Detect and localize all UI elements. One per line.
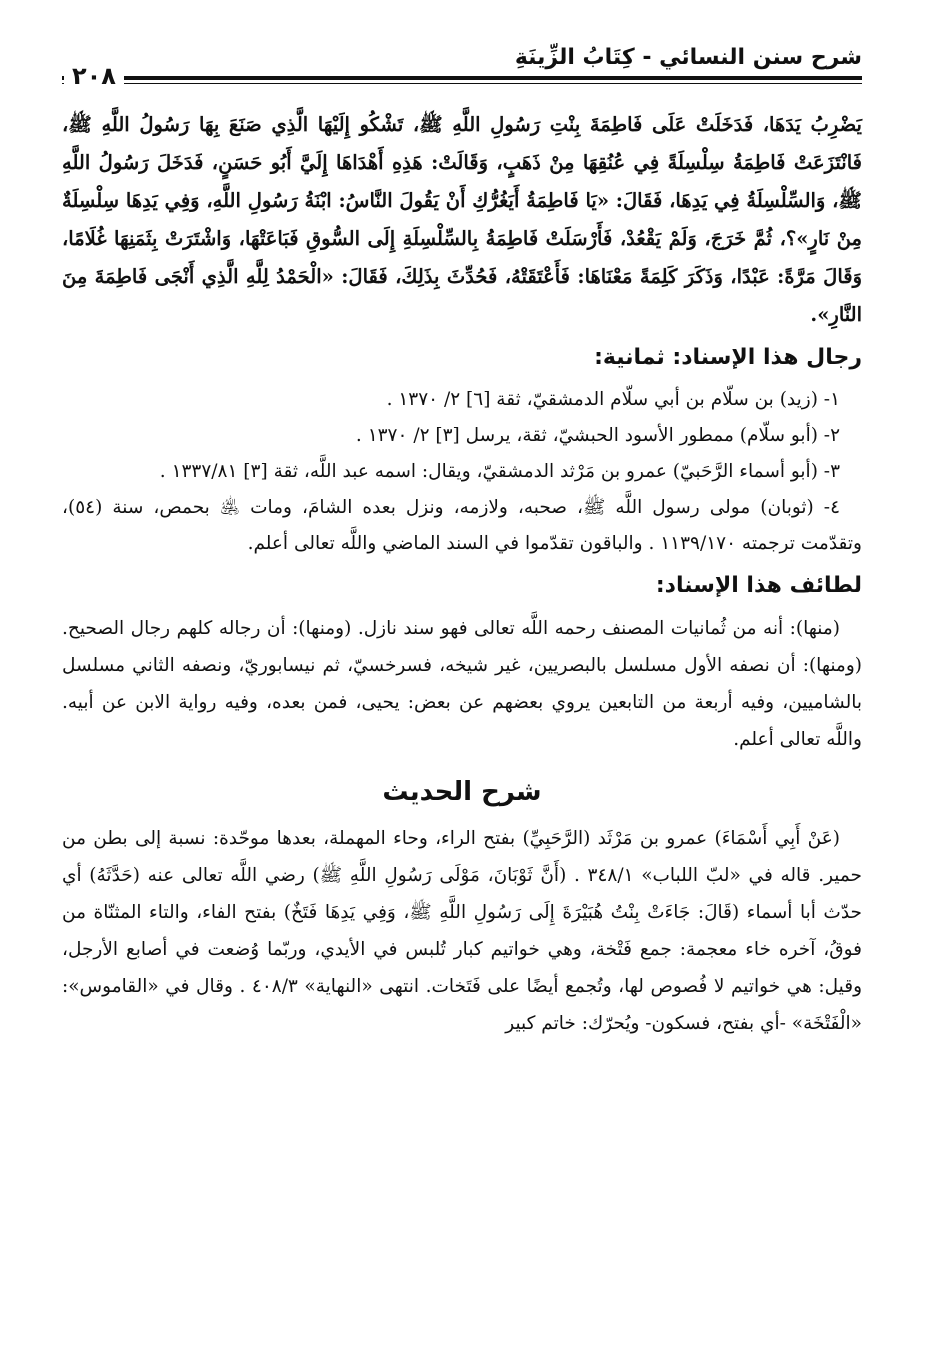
header-rule-thick	[62, 76, 862, 80]
narrator-item: ٤- (ثوبان) مولى رسول اللَّه ﷺ، صحبه، ولازمه، ونزل بعده الشامَ، ومات ﵁ بحمص، سنة (٥٤)، وتقدّمت ترجمته ١١٣٩/١٧٠ . والباقون تقدّموا في السند الماضي واللَّه تعالى أعلم.	[62, 497, 862, 554]
header-title: شرح سنن النسائي - كِتَابُ الزِّينَةِ	[514, 45, 862, 70]
subtleties-heading: لطائف هذا الإسناد:	[655, 573, 862, 598]
narrators-heading: رجال هذا الإسناد: ثمانية:	[594, 345, 862, 370]
narrator-item: ٣- (أبو أسماء الرَّحَبيّ) عمرو بن مَرْثد الدمشقيّ، ويقال: اسمه عبد اللَّه، ثقة [٣] ١٣٣٧/٨١ .	[159, 461, 840, 482]
header-rule-thin	[62, 83, 862, 84]
narrators-list	[62, 382, 862, 562]
narrator-item: ٢- (أبو سلّام) ممطور الأسود الحبشيّ، ثقة، يرسل [٣] ٢/ ١٣٧٠ .	[355, 425, 840, 446]
hadith-text: يَضْرِبُ يَدَهَا، فَدَخَلَتْ عَلَى فَاطِمَةَ بِنْتِ رَسُولِ اللَّهِ ﷺ، تَشْكُو إِلَيْهَا الَّذِي صَنَعَ بِهَا رَسُولُ اللَّهِ ﷺ، فَانْتَزَعَتْ فَاطِمَةُ سِلْسِلَةً فِي عُنُقِهَا مِنْ ذَهَبٍ، وَقَالَتْ: هَذِهِ أَهْدَاهَا إِلَيَّ أَبُو حَسَنٍ، فَدَخَلَ رَسُولُ اللَّهِ ﷺ، وَالسِّلْسِلَةُ فِي يَدِهَا، فَقَالَ: «يَا فَاطِمَةُ أَيَغُرُّكِ أَنْ يَقُولَ النَّاسُ: ابْنَةُ رَسُولِ اللَّهِ، وَفِي يَدِهَا سِلْسِلَةٌ مِنْ نَارٍ»؟، ثُمَّ خَرَجَ، وَلَمْ يَقْعُدْ، فَأَرْسَلَتْ فَاطِمَةُ بِالسِّلْسِلَةِ إِلَى السُّوقِ فَبَاعَتْهَا، وَاشْتَرَتْ بِثَمَنِهَا غُلَامًا، وَقَالَ مَرَّةً: عَبْدًا، وَذَكَرَ كَلِمَةً مَعْنَاهَا: فَأَعْتَقَتْهُ، فَحُدِّثَ بِذَلِكَ، فَقَالَ: «الْحَمْدُ لِلَّهِ الَّذِي أَنْجَى فَاطِمَةَ مِنَ النَّارِ».	[62, 113, 862, 326]
commentary-text: (عَنْ أَبِي أَسْمَاءَ) عمرو بن مَرْثَد (الرَّحَبِيِّ) بفتح الراء، وحاء المهملة، بعدها موحّدة: نسبة إلى بطن من حمير. قاله في «لبّ اللباب» ٣٤٨/١ . (أَنَّ ثَوْبَانَ، مَوْلَى رَسُولِ اللَّهِ ﷺ) رضي اللَّه تعالى عنه (حَدَّثَهُ) أي حدّث أبا أسماء (قَالَ: جَاءَتْ بِنْتُ هُبَيْرَةَ إِلَى رَسُولِ اللَّهِ ﷺ، وَفِي يَدِهَا فَتَخٌ) بفتح الفاء، والتاء المثنّاة من فوقُ، آخره خاء معجمة: جمع فَتْخة، وهي خواتيم كبار تُلبس في الأيدي، وربّما وُضعت في أصابع الأرجل، وقيل: هي خواتيم لا فُصوص لها، وتُجمع أيضًا على فَتَخات. انتهى «النهاية» ٤٠٨/٣ . وقال في «القاموس»: «الْفَتْخَة» -أي بفتح، فسكون- ويُحرّك: خاتم كبير	[62, 828, 862, 1034]
page-number: ٢٠٨	[64, 62, 124, 90]
running-header	[62, 40, 862, 70]
narrator-item: ١- (زيد) بن سلّام بن أبي سلّام الدمشقيّ، ثقة [٦] ٢/ ١٣٧٠ .	[386, 389, 840, 410]
subtleties-text: (منها): أنه من ثُمانيات المصنف رحمه اللَّه تعالى فهو سند نازل. (ومنها): أن رجاله كلهم رجال الصحيح. (ومنها): أن نصفه الأول مسلسل بالبصريين، غير شيخه، فسرخسيّ، ثم نيسابوريّ، ونصفه الثاني مسلسل بالشاميين، وفيه أربعة من التابعين يروي بعضهم عن بعض: يحيى، فمن بعده، وفيه رواية الابن عن أبيه. واللَّه تعالى أعلم.	[62, 618, 862, 750]
commentary-heading: شرح الحديث	[382, 777, 542, 807]
page-content	[62, 106, 862, 1042]
